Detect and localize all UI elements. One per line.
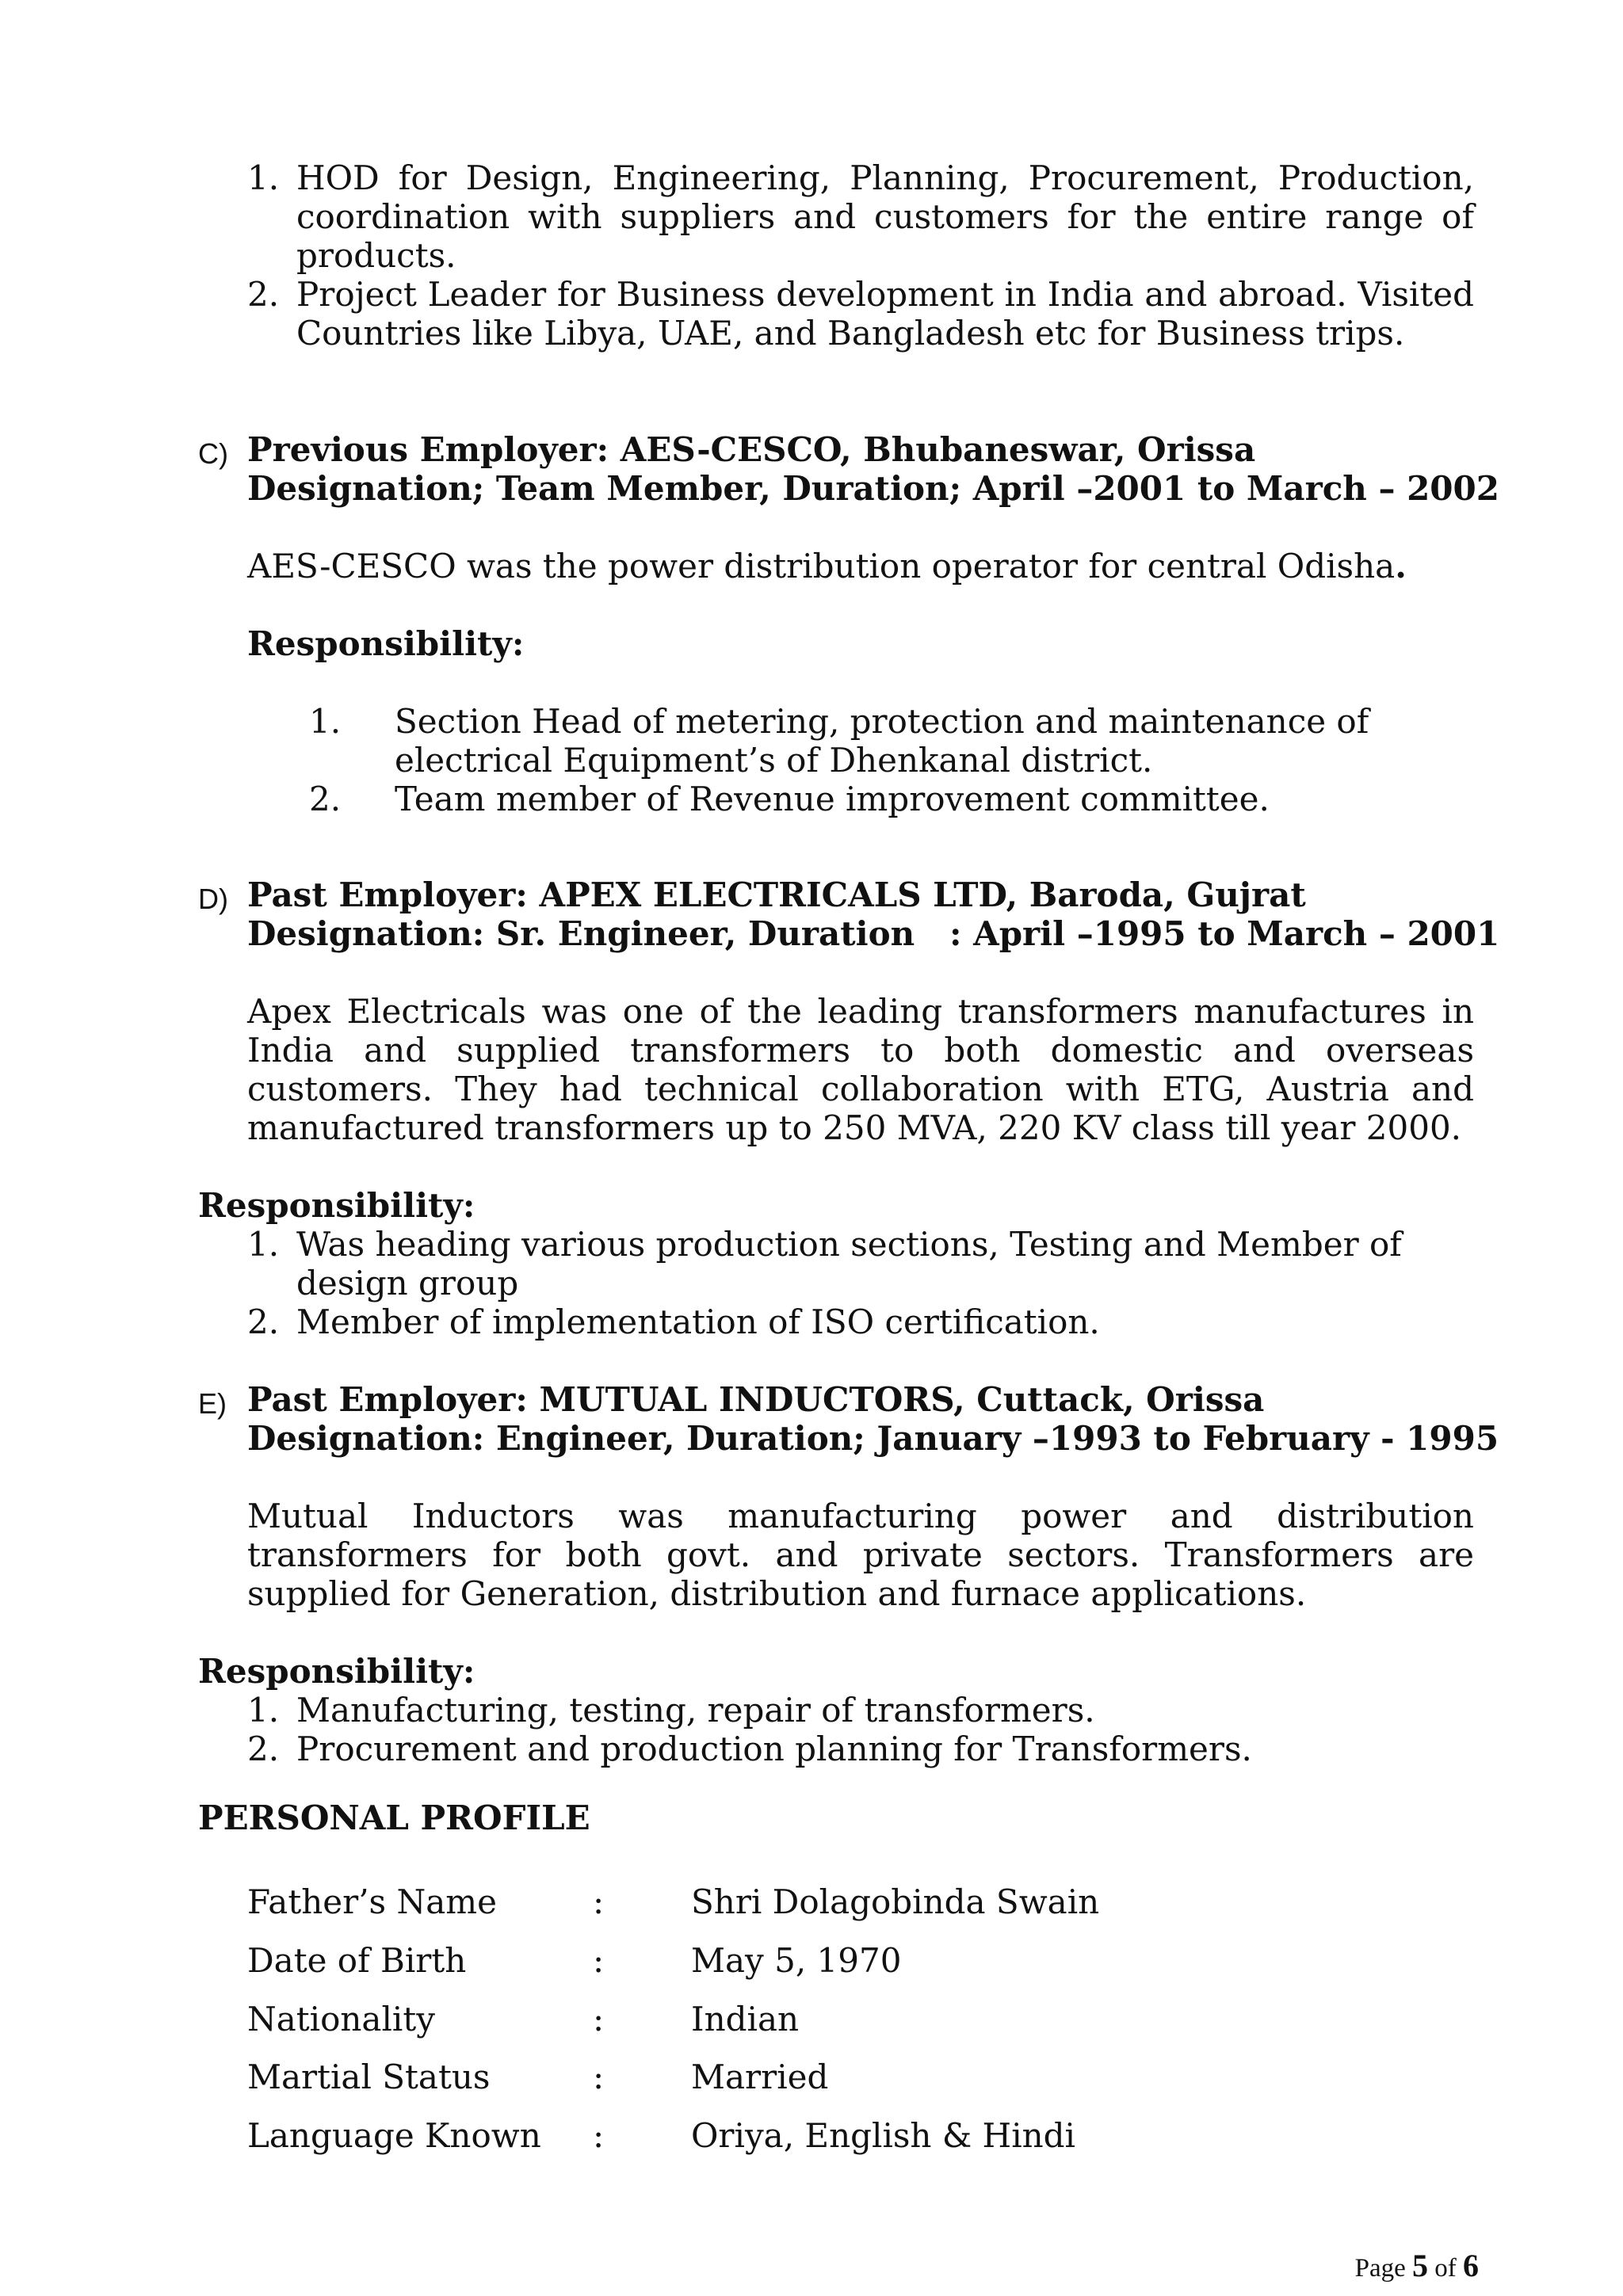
section-c-description xyxy=(247,547,1407,585)
list-number: 1. xyxy=(247,1691,280,1730)
profile-label: Father’s Name xyxy=(247,1882,497,1921)
list-number: 2. xyxy=(309,780,342,818)
section-e-letter: E) xyxy=(198,1387,227,1420)
profile-value: Married xyxy=(691,2058,829,2096)
profile-separator: : xyxy=(593,2116,605,2155)
section-b-item-2 xyxy=(247,275,1474,353)
section-b-item-1 xyxy=(247,158,1474,275)
profile-row-date-of-birth xyxy=(247,1941,1515,1980)
description-text: AES-CESCO was the power distribution operator for central Odisha xyxy=(247,547,1396,585)
page-word: Page xyxy=(1354,2254,1406,2283)
list-text: Member of implementation of ISO certification. xyxy=(296,1302,1100,1341)
profile-row-fathers-name xyxy=(247,1882,1515,1921)
profile-label: Nationality xyxy=(247,2000,435,2039)
list-text: Manufacturing, testing, repair of transformers. xyxy=(296,1691,1095,1730)
profile-label: Language Known xyxy=(247,2116,541,2155)
profile-label: Date of Birth xyxy=(247,1941,467,1980)
list-number: 2. xyxy=(247,1730,280,1768)
section-e-description: Mutual Inductors was manufacturing power and distribution transformers for both govt. and private sectors. Transformers are supplied for Generation, distribution and furnace applications. xyxy=(247,1497,1474,1613)
list-text: Team member of Revenue improvement committee. xyxy=(395,780,1270,818)
list-text: Project Leader for Business development in India and abroad. Visited Countries like Libya, UAE, and Bangladesh etc for Business trips. xyxy=(296,275,1474,353)
section-d-item-2 xyxy=(247,1302,1474,1341)
profile-row-language-known xyxy=(247,2116,1515,2155)
profile-value: Shri Dolagobinda Swain xyxy=(691,1882,1100,1921)
description-period: . xyxy=(1395,547,1407,585)
section-d-item-1 xyxy=(247,1225,1474,1302)
list-number: 1. xyxy=(309,702,342,741)
list-text: HOD for Design, Engineering, Planning, Procurement, Production, coordination with suppliers and customers for the entire range of products. xyxy=(296,158,1474,275)
profile-separator: : xyxy=(593,1941,605,1980)
list-number: 1. xyxy=(247,158,280,197)
profile-value: Oriya, English & Hindi xyxy=(691,2116,1075,2155)
profile-separator: : xyxy=(593,2058,605,2096)
page-number-footer xyxy=(1355,2250,1479,2284)
current-page-number: 5 xyxy=(1412,2248,1428,2283)
section-c-item-1 xyxy=(309,702,1474,780)
list-number: 2. xyxy=(247,275,280,314)
list-number: 2. xyxy=(247,1302,280,1341)
section-c-item-2 xyxy=(309,780,1474,818)
section-d-designation-heading: Designation: Sr. Engineer, Duration : April –1995 to March – 2001 xyxy=(247,914,1500,953)
list-text: Procurement and production planning for Transformers. xyxy=(296,1730,1252,1768)
list-text: Section Head of metering, protection and maintenance of electrical Equipment’s of Dhenkanal district. xyxy=(395,702,1369,780)
section-d-description: Apex Electricals was one of the leading transformers manufactures in India and supplied transformers to both domestic and overseas customers. They had technical collaboration with ETG, Austria and manufactured transformers up to 250 MVA, 220 KV class till year 2000. xyxy=(247,992,1474,1147)
section-c-employer-heading: Previous Employer: AES-CESCO, Bhubaneswar, Orissa xyxy=(247,430,1256,469)
section-d-responsibility-label: Responsibility: xyxy=(198,1186,475,1225)
profile-row-nationality xyxy=(247,2000,1515,2039)
profile-row-marital-status xyxy=(247,2058,1515,2096)
list-text: Was heading various production sections, Testing and Member of design group xyxy=(296,1225,1402,1302)
personal-profile-title: PERSONAL PROFILE xyxy=(198,1798,590,1837)
section-e-item-2 xyxy=(247,1730,1474,1768)
profile-separator: : xyxy=(593,2000,605,2039)
section-c-letter: C) xyxy=(198,437,228,470)
list-number: 1. xyxy=(247,1225,280,1264)
of-word: of xyxy=(1434,2254,1457,2283)
section-d-letter: D) xyxy=(198,883,228,915)
profile-label: Martial Status xyxy=(247,2058,491,2096)
profile-value: Indian xyxy=(691,2000,800,2039)
profile-value: May 5, 1970 xyxy=(691,1941,902,1980)
section-e-item-1 xyxy=(247,1691,1474,1730)
total-page-count: 6 xyxy=(1463,2248,1479,2283)
section-c-responsibility-label: Responsibility: xyxy=(247,624,525,663)
section-e-responsibility-label: Responsibility: xyxy=(198,1652,475,1691)
section-e-designation-heading: Designation: Engineer, Duration; January –1993 to February - 1995 xyxy=(247,1419,1499,1458)
section-d-employer-heading: Past Employer: APEX ELECTRICALS LTD, Baroda, Gujrat xyxy=(247,875,1306,914)
profile-separator: : xyxy=(593,1882,605,1921)
section-e-employer-heading: Past Employer: MUTUAL INDUCTORS, Cuttack, Orissa xyxy=(247,1380,1265,1419)
section-c-designation-heading: Designation; Team Member, Duration; April –2001 to March – 2002 xyxy=(247,469,1499,508)
